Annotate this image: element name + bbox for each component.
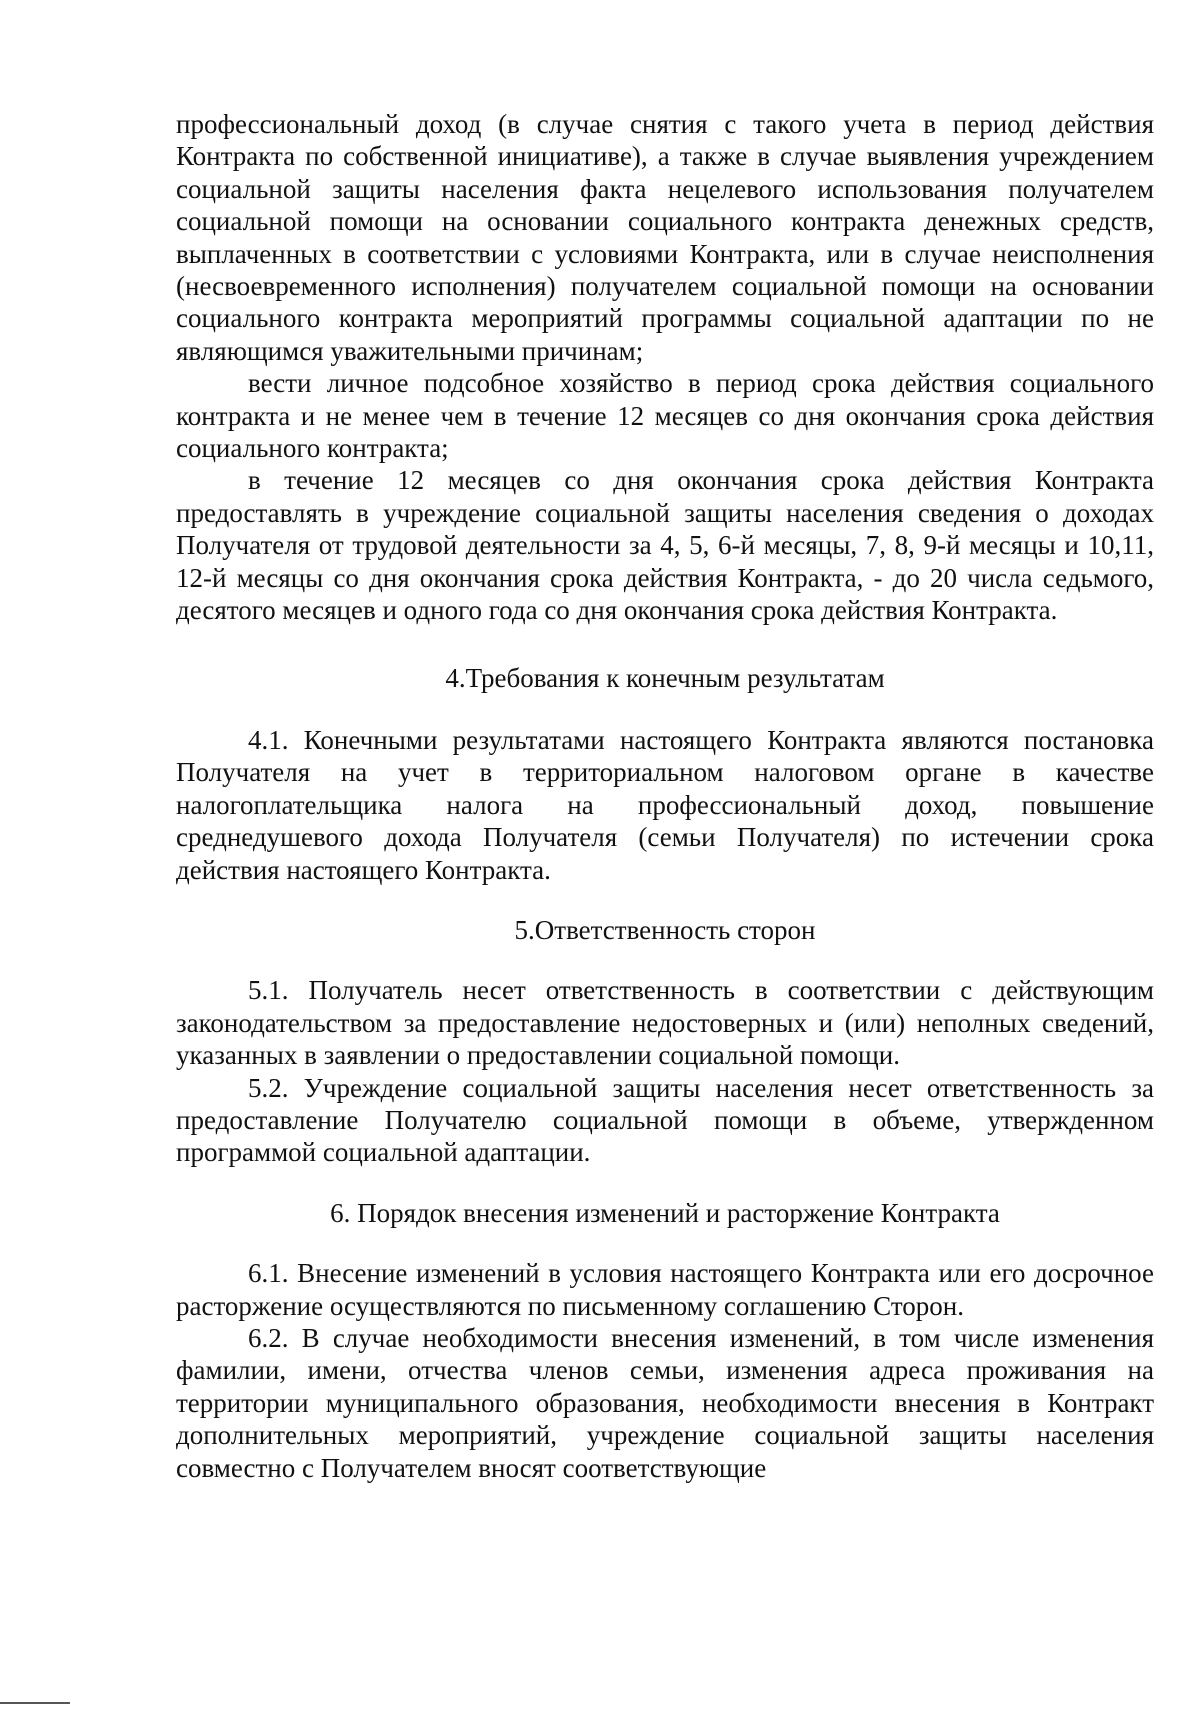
- paragraph-income-reporting: в течение 12 месяцев со дня окончания срока действия Контракта предоставлять в учреждение социальной защиты населения сведения о доходах Получателя от трудовой деятельности за 4, 5, 6-й месяцы, 7, 8, 9-й месяцы и 10,11, 12-й месяцы со дня окончания срока действия Контракта, - до 20 числа седьмого, десятого месяцев и одного года со дня окончания срока действия Контракта.: [176, 465, 1154, 626]
- section-heading-6: 6. Порядок внесения изменений и расторжение Контракта: [330, 1197, 1000, 1228]
- paragraph-5-2: 5.2. Учреждение социальной защиты населения несет ответственность за предоставление Получателю социальной помощи в объеме, утвержденном программой социальной адаптации.: [176, 1072, 1154, 1168]
- paragraph-continuation: профессиональный доход (в случае снятия с такого учета в период действия Контракта по собственной инициативе), а также в случае выявления учреждением социальной защиты населения факта нецелевого использования получателем социальной помощи на основании социального контракта денежных средств, выплаченных в соответствии с условиями Контракта, или в случае неисполнения (несвоевременного исполнения) получателем социальной помощи на основании социального контракта мероприятий программы социальной адаптации по не являющимся уважительными причинам;: [176, 109, 1154, 366]
- scan-margin-mark: [0, 1702, 70, 1704]
- paragraph-4-1: 4.1. Конечными результатами настоящего Контракта являются постановка Получателя на учет в территориальном налоговом органе в качестве налогоплательщика налога на профессиональный доход, повышение среднедушевого дохода Получателя (семьи Получателя) по истечении срока действия настоящего Контракта.: [176, 724, 1154, 885]
- paragraph-5-1: 5.1. Получатель несет ответственность в соответствии с действующим законодательством за предоставление недостоверных и (или) неполных сведений, указанных в заявлении о предоставлении социальной помощи.: [176, 975, 1154, 1071]
- paragraph-6-2: 6.2. В случае необходимости внесения изменений, в том числе изменения фамилии, имени, отчества членов семьи, изменения адреса проживания на территории муниципального образования, необходимости внесения в Контракт дополнительных мероприятий, учреждение социальной защиты населения совместно с Получателем вносят соответствующие: [176, 1323, 1154, 1483]
- section-heading-4: 4.Требования к конечным результатам: [445, 662, 885, 693]
- paragraph-household: вести личное подсобное хозяйство в период срока действия социального контракта и не менее чем в течение 12 месяцев со дня окончания срока действия социального контракта;: [176, 368, 1154, 464]
- section-heading-5: 5.Ответственность сторон: [514, 914, 816, 945]
- paragraph-6-1: 6.1. Внесение изменений в условия настоящего Контракта или его досрочное расторжение осуществляются по письменному соглашению Сторон.: [176, 1258, 1154, 1321]
- document-body: [176, 108, 1154, 1484]
